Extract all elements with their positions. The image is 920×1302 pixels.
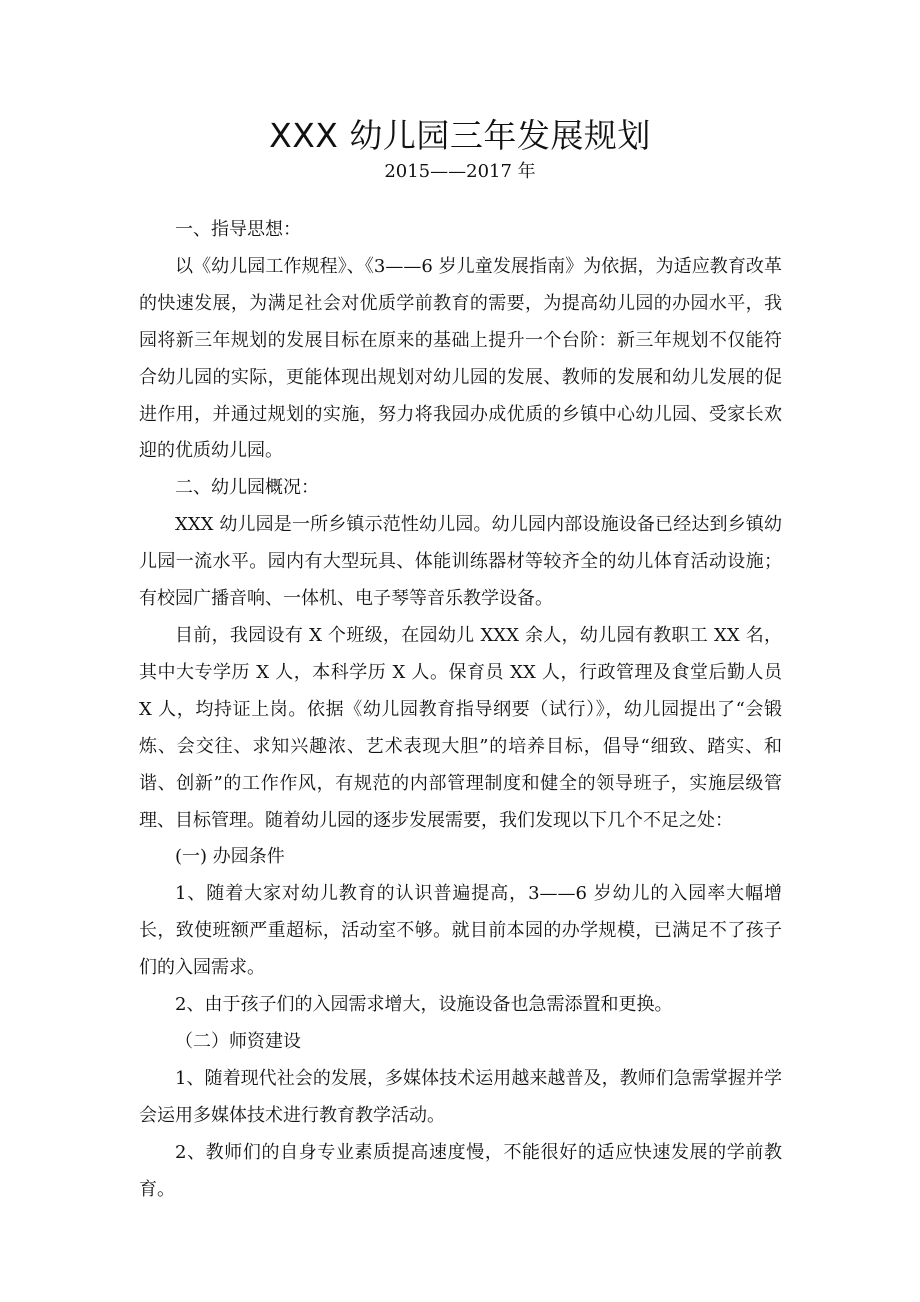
list-item-teachers-2: 2、教师们的自身专业素质提高速度慢，不能很好的适应快速发展的学前教育。 [139,1141,782,1200]
document-title: XXX 幼儿园三年发展规划 [269,116,651,155]
paragraph-overview-staff: 目前，我园设有 X 个班级，在园幼儿 XXX 余人，幼儿园有教职工 XX 名，其中大专学历 X 人，本科学历 X 人。保育员 XX 人，行政管理及食堂后勤人员 X 人，均持证上岗。依据《幼儿园教育指导纲要（试行）》，幼儿园提出了“会锻炼、会交往、求知兴趣浓、艺术表现大胆”的培养目标，倡导“细致、踏实、和谐、创新”的工作作风，有规范的内部管理制度和健全的领导班子，实施层级管理、目标管理。随着幼儿园的逐步发展需要，我们发现以下几个不足之处： [139,624,782,831]
list-item-conditions-2: 2、由于孩子们的入园需求增大，设施设备也急需添置和更换。 [175,994,673,1016]
paragraph-overview-facilities: XXX 幼儿园是一所乡镇示范性幼儿园。幼儿园内部设施设备已经达到乡镇幼儿园一流水平。园内有大型玩具、体能训练器材等较齐全的幼儿体育活动设施；有校园广播音响、一体机、电子琴等音乐教学设备。 [139,514,782,610]
list-item-teachers-1: 1、随着现代社会的发展，多媒体技术运用越来越普及，教师们急需掌握并学会运用多媒体技术进行教育教学活动。 [139,1067,782,1126]
section-heading-guiding-ideology: 一、指导思想： [175,219,301,240]
paragraph-guiding-ideology: 以《幼儿园工作规程》、《3——6 岁儿童发展指南》为依据，为适应教育改革的快速发展，为满足社会对优质学前教育的需要，为提高幼儿园的办园水平，我园将新三年规划的发展目标在原来的基础上提升一个台阶：新三年规划不仅能符合幼儿园的实际，更能体现出规划对幼儿园的发展、教师的发展和幼儿发展的促进作用，并通过规划的实施，努力将我园办成优质的乡镇中心幼儿园、受家长欢迎的优质幼儿园。 [139,255,782,462]
document-subtitle: 2015——2017 年 [384,161,536,182]
list-item-conditions-1: 1、随着大家对幼儿教育的认识普遍提高，3——6 岁幼儿的入园率大幅增长，致使班额严重超标，活动室不够。就目前本园的办学规模，已满足不了孩子们的入园需求。 [139,883,782,979]
subheading-conditions: (一) 办园条件 [175,846,285,868]
subheading-teachers: （二）师资建设 [175,1030,301,1052]
section-heading-overview: 二、幼儿园概况： [175,477,319,499]
document-body [139,212,782,1208]
